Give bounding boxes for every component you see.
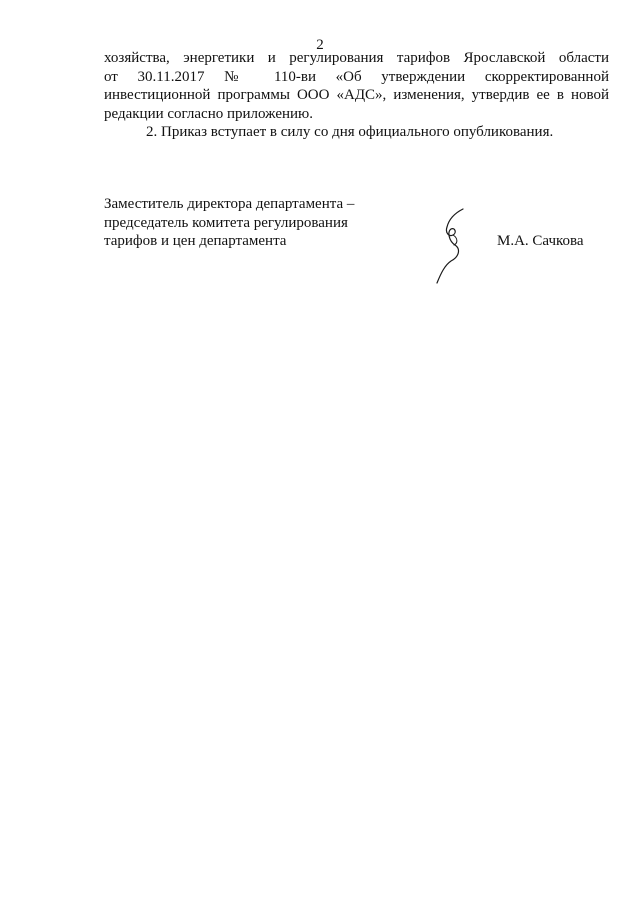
body-line: хозяйства, энергетики и регулирования тарифов Ярославской области (104, 50, 609, 66)
signatory-position-line: Заместитель директора департамента – (104, 196, 355, 212)
page-number: 2 (316, 37, 324, 53)
body-line: от 30.11.2017 № 110-ви «Об утверждении скорректированной (104, 68, 609, 85)
signatory-position-line: председатель комитета регулирования (104, 214, 348, 231)
body-line: инвестиционной программы ООО «АДС», изменения, утвердив ее в новой (104, 87, 609, 103)
signatory-position-line: тарифов и цен департамента (104, 233, 287, 249)
body-line: редакции согласно приложению. (104, 105, 313, 122)
body-text (104, 49, 609, 142)
signatory-name: М.А. Сачкова (497, 233, 584, 249)
body-line-paragraph-2: 2. Приказ вступает в силу со дня официального опубликования. (146, 124, 554, 140)
handwritten-signature (425, 205, 475, 290)
signatory-position (104, 195, 354, 251)
